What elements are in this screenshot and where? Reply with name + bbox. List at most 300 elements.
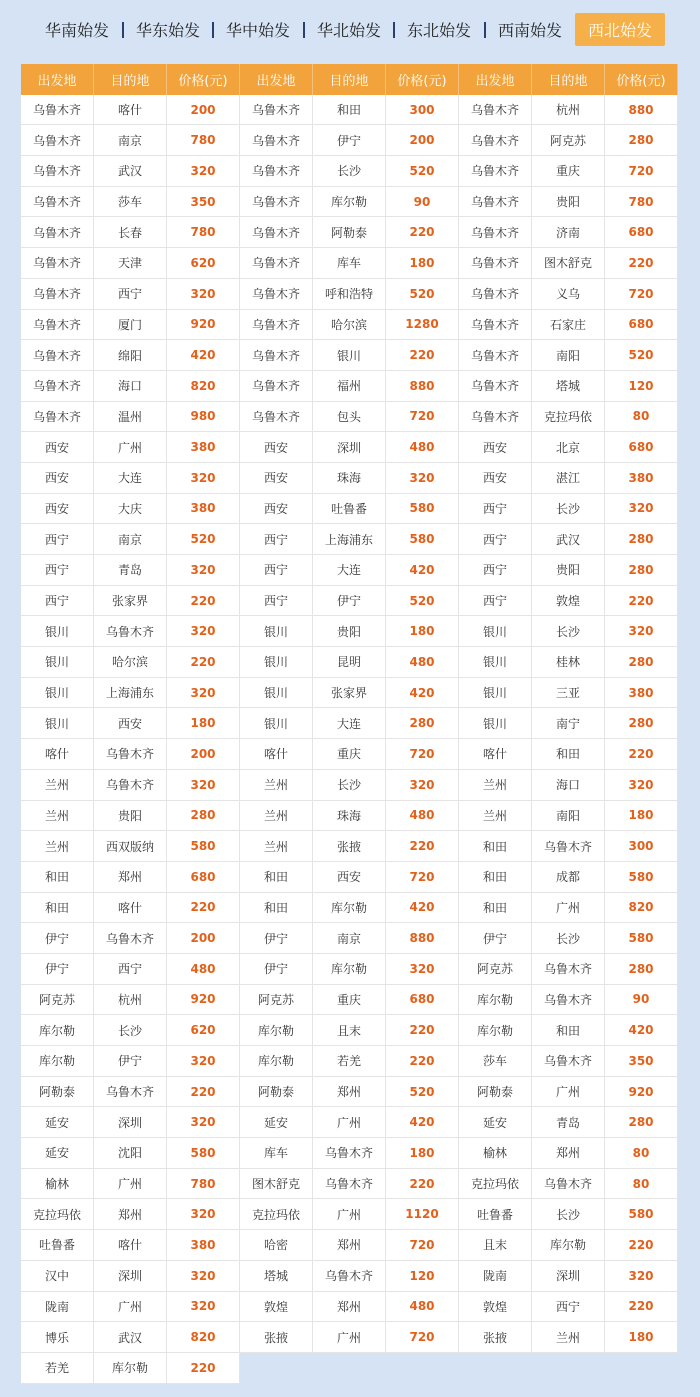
destination-cell: 西安 — [94, 708, 167, 739]
origin-cell: 敦煌 — [459, 1292, 532, 1323]
price-cell: 280 — [605, 1107, 678, 1138]
destination-cell: 北京 — [532, 432, 605, 463]
origin-cell: 银川 — [21, 616, 94, 647]
destination-cell: 天津 — [94, 248, 167, 279]
origin-cell: 兰州 — [21, 831, 94, 862]
destination-cell: 海口 — [532, 770, 605, 801]
origin-cell: 乌鲁木齐 — [459, 279, 532, 310]
destination-cell: 阿勒泰 — [313, 217, 386, 248]
destination-cell: 西安 — [313, 862, 386, 893]
price-cell: 620 — [167, 248, 240, 279]
destination-cell: 大连 — [313, 708, 386, 739]
price-cell: 180 — [386, 248, 459, 279]
price-cell: 320 — [167, 678, 240, 709]
origin-cell: 乌鲁木齐 — [459, 248, 532, 279]
tab-northeast[interactable]: 东北始发 — [406, 21, 471, 40]
column-header-origin: 出发地 — [459, 64, 532, 95]
destination-cell: 乌鲁木齐 — [532, 985, 605, 1016]
price-cell: 1120 — [386, 1199, 459, 1230]
price-cell: 220 — [167, 1077, 240, 1108]
origin-cell: 和田 — [459, 831, 532, 862]
price-cell: 180 — [605, 1322, 678, 1353]
origin-cell: 银川 — [459, 647, 532, 678]
origin-cell: 西宁 — [240, 555, 313, 586]
column-header-price: 价格(元) — [386, 64, 459, 95]
destination-cell: 郑州 — [94, 862, 167, 893]
price-cell: 480 — [386, 801, 459, 832]
origin-cell: 图木舒克 — [240, 1169, 313, 1200]
price-cell: 920 — [167, 985, 240, 1016]
price-cell: 200 — [167, 95, 240, 126]
price-cell: 620 — [167, 1015, 240, 1046]
destination-cell: 包头 — [313, 402, 386, 433]
destination-cell: 广州 — [94, 432, 167, 463]
destination-cell: 重庆 — [313, 985, 386, 1016]
column-header-origin: 出发地 — [21, 64, 94, 95]
price-cell: 220 — [386, 1015, 459, 1046]
price-cell: 580 — [167, 1138, 240, 1169]
origin-cell: 榆林 — [459, 1138, 532, 1169]
destination-cell: 乌鲁木齐 — [532, 954, 605, 985]
price-cell: 80 — [605, 1138, 678, 1169]
price-cell: 580 — [386, 524, 459, 555]
origin-cell: 乌鲁木齐 — [21, 310, 94, 341]
price-cell: 180 — [605, 801, 678, 832]
fare-table — [21, 64, 678, 1384]
origin-cell: 乌鲁木齐 — [459, 371, 532, 402]
price-cell: 320 — [605, 1261, 678, 1292]
price-cell: 320 — [167, 463, 240, 494]
price-cell: 520 — [386, 279, 459, 310]
price-cell: 300 — [605, 831, 678, 862]
origin-cell: 西宁 — [21, 524, 94, 555]
origin-cell: 乌鲁木齐 — [240, 340, 313, 371]
tab-separator — [484, 22, 486, 38]
origin-cell: 喀什 — [459, 739, 532, 770]
destination-cell: 乌鲁木齐 — [532, 831, 605, 862]
price-cell: 180 — [167, 708, 240, 739]
origin-cell: 榆林 — [21, 1169, 94, 1200]
origin-cell: 乌鲁木齐 — [21, 340, 94, 371]
destination-cell: 西宁 — [94, 954, 167, 985]
destination-cell: 西宁 — [94, 279, 167, 310]
origin-cell: 西宁 — [21, 555, 94, 586]
origin-cell: 西宁 — [21, 586, 94, 617]
price-cell: 680 — [605, 217, 678, 248]
origin-cell: 库尔勒 — [459, 985, 532, 1016]
origin-cell: 乌鲁木齐 — [459, 340, 532, 371]
price-cell: 720 — [386, 739, 459, 770]
destination-cell: 南阳 — [532, 801, 605, 832]
destination-cell: 杭州 — [532, 95, 605, 126]
origin-cell: 银川 — [21, 647, 94, 678]
origin-cell: 银川 — [21, 678, 94, 709]
destination-cell: 青岛 — [94, 555, 167, 586]
destination-cell: 长沙 — [532, 1199, 605, 1230]
origin-cell: 乌鲁木齐 — [21, 217, 94, 248]
price-cell: 520 — [605, 340, 678, 371]
price-cell: 320 — [167, 555, 240, 586]
price-cell: 880 — [386, 923, 459, 954]
origin-cell: 库尔勒 — [240, 1046, 313, 1077]
price-cell: 220 — [386, 1169, 459, 1200]
destination-cell: 绵阳 — [94, 340, 167, 371]
origin-cell: 乌鲁木齐 — [21, 371, 94, 402]
destination-cell: 库尔勒 — [532, 1230, 605, 1261]
origin-cell: 乌鲁木齐 — [240, 217, 313, 248]
price-cell: 420 — [386, 678, 459, 709]
origin-cell: 乌鲁木齐 — [21, 125, 94, 156]
tab-southwest[interactable]: 西南始发 — [497, 21, 562, 40]
price-cell: 280 — [605, 524, 678, 555]
origin-cell: 乌鲁木齐 — [459, 217, 532, 248]
price-cell: 280 — [605, 954, 678, 985]
price-cell: 180 — [386, 1138, 459, 1169]
origin-cell: 西安 — [21, 432, 94, 463]
destination-cell: 郑州 — [532, 1138, 605, 1169]
price-cell: 380 — [605, 463, 678, 494]
price-cell: 320 — [167, 1199, 240, 1230]
origin-cell: 阿克苏 — [240, 985, 313, 1016]
tab-northwest[interactable]: 西北始发 — [575, 13, 665, 46]
origin-cell: 库尔勒 — [21, 1046, 94, 1077]
destination-cell: 济南 — [532, 217, 605, 248]
origin-cell: 西安 — [240, 463, 313, 494]
price-cell: 680 — [605, 310, 678, 341]
destination-cell: 乌鲁木齐 — [94, 770, 167, 801]
region-tab-bar — [0, 0, 700, 60]
origin-cell: 和田 — [21, 893, 94, 924]
origin-cell: 兰州 — [240, 831, 313, 862]
destination-cell: 库尔勒 — [313, 954, 386, 985]
price-cell: 720 — [605, 156, 678, 187]
price-cell: 200 — [167, 739, 240, 770]
destination-cell: 克拉玛依 — [532, 402, 605, 433]
price-cell: 320 — [167, 616, 240, 647]
price-cell: 380 — [167, 1230, 240, 1261]
destination-cell: 贵阳 — [532, 555, 605, 586]
destination-cell: 郑州 — [313, 1292, 386, 1323]
origin-cell: 乌鲁木齐 — [21, 402, 94, 433]
origin-cell: 乌鲁木齐 — [240, 95, 313, 126]
destination-cell: 桂林 — [532, 647, 605, 678]
origin-cell: 敦煌 — [240, 1292, 313, 1323]
destination-cell: 珠海 — [313, 463, 386, 494]
origin-cell: 延安 — [21, 1138, 94, 1169]
destination-cell: 图木舒克 — [532, 248, 605, 279]
destination-cell: 哈尔滨 — [313, 310, 386, 341]
destination-cell: 库车 — [313, 248, 386, 279]
price-cell: 720 — [386, 1322, 459, 1353]
origin-cell: 西宁 — [459, 555, 532, 586]
column-header-price: 价格(元) — [605, 64, 678, 95]
tab-separator — [303, 22, 305, 38]
destination-cell: 乌鲁木齐 — [313, 1138, 386, 1169]
destination-cell: 广州 — [313, 1107, 386, 1138]
price-cell: 320 — [386, 954, 459, 985]
destination-cell: 长沙 — [313, 770, 386, 801]
destination-cell: 长沙 — [94, 1015, 167, 1046]
origin-cell: 莎车 — [459, 1046, 532, 1077]
tab-central-china[interactable]: 华中始发 — [225, 21, 290, 40]
price-cell: 220 — [167, 1353, 240, 1384]
price-cell: 520 — [386, 1077, 459, 1108]
destination-cell: 昆明 — [313, 647, 386, 678]
destination-cell: 义乌 — [532, 279, 605, 310]
origin-cell: 伊宁 — [240, 923, 313, 954]
price-cell: 220 — [386, 217, 459, 248]
price-cell: 520 — [167, 524, 240, 555]
price-cell: 320 — [386, 770, 459, 801]
origin-cell: 延安 — [459, 1107, 532, 1138]
price-cell: 980 — [167, 402, 240, 433]
destination-cell: 和田 — [532, 739, 605, 770]
column-header-origin: 出发地 — [240, 64, 313, 95]
origin-cell: 博乐 — [21, 1322, 94, 1353]
destination-cell: 莎车 — [94, 187, 167, 218]
price-cell: 380 — [167, 432, 240, 463]
origin-cell: 乌鲁木齐 — [240, 187, 313, 218]
tab-south-china[interactable]: 华南始发 — [44, 21, 109, 40]
destination-cell: 西宁 — [532, 1292, 605, 1323]
column-header-destination: 目的地 — [532, 64, 605, 95]
destination-cell: 喀什 — [94, 1230, 167, 1261]
origin-cell: 克拉玛依 — [459, 1169, 532, 1200]
price-cell: 320 — [167, 1261, 240, 1292]
origin-cell: 汉中 — [21, 1261, 94, 1292]
price-cell: 420 — [386, 893, 459, 924]
origin-cell: 库尔勒 — [459, 1015, 532, 1046]
origin-cell: 阿勒泰 — [21, 1077, 94, 1108]
origin-cell: 乌鲁木齐 — [240, 248, 313, 279]
destination-cell: 吐鲁番 — [313, 494, 386, 525]
origin-cell: 兰州 — [459, 770, 532, 801]
price-cell: 480 — [386, 432, 459, 463]
origin-cell: 喀什 — [240, 739, 313, 770]
origin-cell: 伊宁 — [21, 954, 94, 985]
origin-cell: 伊宁 — [459, 923, 532, 954]
price-cell: 580 — [167, 831, 240, 862]
destination-cell: 大连 — [313, 555, 386, 586]
price-cell: 420 — [605, 1015, 678, 1046]
destination-cell: 西双版纳 — [94, 831, 167, 862]
origin-cell: 西安 — [459, 432, 532, 463]
price-cell: 320 — [167, 279, 240, 310]
destination-cell: 郑州 — [313, 1230, 386, 1261]
price-cell: 320 — [167, 770, 240, 801]
destination-cell: 南京 — [313, 923, 386, 954]
origin-cell: 阿克苏 — [21, 985, 94, 1016]
tab-east-china[interactable]: 华东始发 — [135, 21, 200, 40]
destination-cell: 长沙 — [313, 156, 386, 187]
price-cell: 200 — [386, 125, 459, 156]
destination-cell: 伊宁 — [313, 586, 386, 617]
origin-cell: 喀什 — [21, 739, 94, 770]
price-cell: 80 — [605, 1169, 678, 1200]
price-cell: 220 — [605, 586, 678, 617]
origin-cell: 西宁 — [459, 524, 532, 555]
origin-cell: 陇南 — [459, 1261, 532, 1292]
tab-separator — [122, 22, 124, 38]
price-cell: 920 — [167, 310, 240, 341]
destination-cell: 海口 — [94, 371, 167, 402]
origin-cell: 银川 — [459, 616, 532, 647]
origin-cell: 乌鲁木齐 — [459, 125, 532, 156]
origin-cell: 西宁 — [459, 586, 532, 617]
destination-cell: 厦门 — [94, 310, 167, 341]
origin-cell: 乌鲁木齐 — [240, 310, 313, 341]
destination-cell: 乌鲁木齐 — [532, 1046, 605, 1077]
destination-cell: 伊宁 — [313, 125, 386, 156]
price-cell: 320 — [605, 494, 678, 525]
price-cell: 520 — [386, 586, 459, 617]
price-cell: 220 — [167, 893, 240, 924]
price-cell: 320 — [605, 616, 678, 647]
price-cell: 120 — [605, 371, 678, 402]
destination-cell: 敦煌 — [532, 586, 605, 617]
origin-cell: 乌鲁木齐 — [21, 156, 94, 187]
origin-cell: 银川 — [240, 708, 313, 739]
origin-cell: 乌鲁木齐 — [459, 310, 532, 341]
price-cell: 90 — [605, 985, 678, 1016]
origin-cell: 阿勒泰 — [240, 1077, 313, 1108]
price-cell: 120 — [386, 1261, 459, 1292]
origin-cell: 乌鲁木齐 — [21, 248, 94, 279]
price-cell: 580 — [605, 923, 678, 954]
destination-cell: 郑州 — [313, 1077, 386, 1108]
destination-cell: 三亚 — [532, 678, 605, 709]
price-cell: 320 — [605, 770, 678, 801]
origin-cell: 陇南 — [21, 1292, 94, 1323]
origin-cell: 张掖 — [240, 1322, 313, 1353]
destination-cell: 长沙 — [532, 923, 605, 954]
destination-cell: 南京 — [94, 524, 167, 555]
price-cell: 320 — [167, 1107, 240, 1138]
origin-cell: 兰州 — [21, 801, 94, 832]
destination-cell: 青岛 — [532, 1107, 605, 1138]
price-cell: 820 — [167, 1322, 240, 1353]
destination-cell: 库尔勒 — [313, 187, 386, 218]
destination-cell: 南阳 — [532, 340, 605, 371]
destination-cell: 乌鲁木齐 — [532, 1169, 605, 1200]
destination-cell: 长春 — [94, 217, 167, 248]
price-cell: 320 — [167, 1046, 240, 1077]
destination-cell: 武汉 — [94, 156, 167, 187]
price-cell: 320 — [167, 1292, 240, 1323]
price-cell: 180 — [386, 616, 459, 647]
destination-cell: 上海浦东 — [94, 678, 167, 709]
origin-cell: 库尔勒 — [240, 1015, 313, 1046]
origin-cell: 伊宁 — [240, 954, 313, 985]
origin-cell: 若羌 — [21, 1353, 94, 1384]
origin-cell: 克拉玛依 — [21, 1199, 94, 1230]
price-cell: 220 — [167, 586, 240, 617]
destination-cell: 和田 — [532, 1015, 605, 1046]
price-cell: 300 — [386, 95, 459, 126]
price-cell: 220 — [605, 1292, 678, 1323]
price-cell: 220 — [605, 248, 678, 279]
destination-cell: 石家庄 — [532, 310, 605, 341]
destination-cell: 张家界 — [313, 678, 386, 709]
origin-cell: 和田 — [240, 893, 313, 924]
price-cell: 380 — [167, 494, 240, 525]
price-cell: 280 — [605, 647, 678, 678]
destination-cell: 深圳 — [94, 1107, 167, 1138]
origin-cell: 西安 — [240, 494, 313, 525]
origin-cell: 乌鲁木齐 — [21, 279, 94, 310]
destination-cell: 成都 — [532, 862, 605, 893]
destination-cell: 南京 — [94, 125, 167, 156]
destination-cell: 张家界 — [94, 586, 167, 617]
price-cell: 480 — [386, 647, 459, 678]
origin-cell: 且末 — [459, 1230, 532, 1261]
origin-cell: 乌鲁木齐 — [240, 125, 313, 156]
origin-cell: 兰州 — [240, 801, 313, 832]
price-cell: 280 — [605, 708, 678, 739]
destination-cell: 广州 — [313, 1322, 386, 1353]
price-cell: 380 — [605, 678, 678, 709]
price-cell: 520 — [386, 156, 459, 187]
origin-cell: 和田 — [459, 893, 532, 924]
origin-cell: 和田 — [21, 862, 94, 893]
origin-cell: 库车 — [240, 1138, 313, 1169]
price-cell: 580 — [605, 862, 678, 893]
destination-cell: 乌鲁木齐 — [94, 1077, 167, 1108]
price-cell: 420 — [386, 1107, 459, 1138]
origin-cell: 银川 — [459, 708, 532, 739]
origin-cell: 克拉玛依 — [240, 1199, 313, 1230]
price-cell: 90 — [386, 187, 459, 218]
price-cell: 580 — [605, 1199, 678, 1230]
origin-cell: 银川 — [240, 616, 313, 647]
tab-separator — [393, 22, 395, 38]
origin-cell: 西安 — [240, 432, 313, 463]
price-cell: 80 — [605, 402, 678, 433]
origin-cell: 阿勒泰 — [459, 1077, 532, 1108]
price-cell: 780 — [167, 1169, 240, 1200]
origin-cell: 库尔勒 — [21, 1015, 94, 1046]
destination-cell: 广州 — [94, 1169, 167, 1200]
origin-cell: 吐鲁番 — [21, 1230, 94, 1261]
destination-cell: 大庆 — [94, 494, 167, 525]
origin-cell: 乌鲁木齐 — [21, 95, 94, 126]
destination-cell: 塔城 — [532, 371, 605, 402]
tab-north-china[interactable]: 华北始发 — [316, 21, 381, 40]
price-cell: 880 — [605, 95, 678, 126]
origin-cell: 银川 — [21, 708, 94, 739]
destination-cell: 广州 — [94, 1292, 167, 1323]
destination-cell: 库尔勒 — [94, 1353, 167, 1384]
origin-cell: 兰州 — [459, 801, 532, 832]
destination-cell: 珠海 — [313, 801, 386, 832]
origin-cell: 乌鲁木齐 — [21, 187, 94, 218]
origin-cell: 乌鲁木齐 — [459, 156, 532, 187]
price-cell: 820 — [167, 371, 240, 402]
column-header-price: 价格(元) — [167, 64, 240, 95]
price-cell: 280 — [605, 555, 678, 586]
destination-cell: 乌鲁木齐 — [313, 1169, 386, 1200]
price-cell: 320 — [167, 156, 240, 187]
origin-cell: 延安 — [21, 1107, 94, 1138]
price-cell: 200 — [167, 923, 240, 954]
price-cell: 220 — [605, 739, 678, 770]
destination-cell: 贵阳 — [532, 187, 605, 218]
origin-cell: 乌鲁木齐 — [240, 402, 313, 433]
destination-cell: 呼和浩特 — [313, 279, 386, 310]
price-cell: 1280 — [386, 310, 459, 341]
destination-cell: 湛江 — [532, 463, 605, 494]
origin-cell: 乌鲁木齐 — [459, 95, 532, 126]
